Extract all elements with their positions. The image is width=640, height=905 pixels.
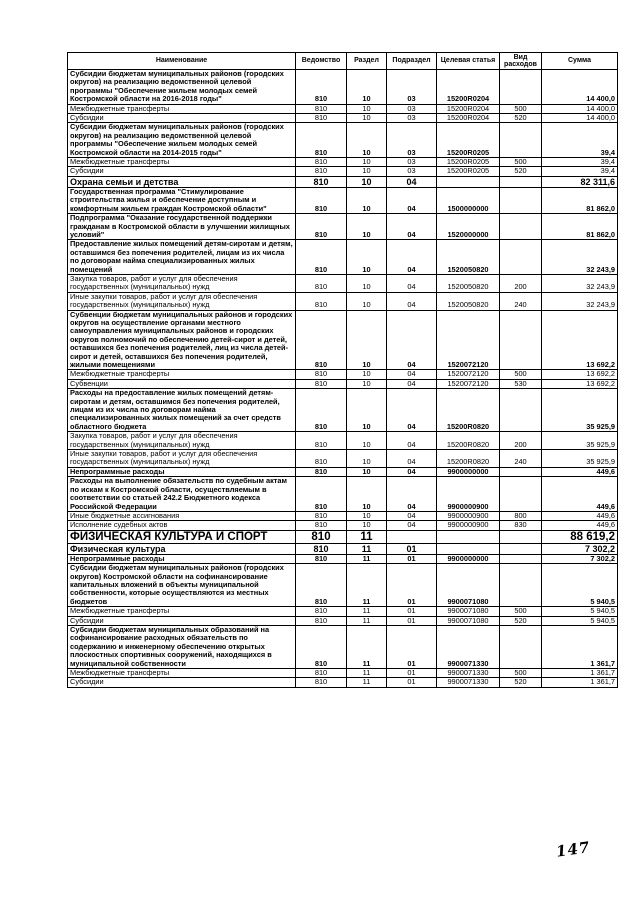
- cell-subsection: 03: [387, 104, 437, 113]
- cell-name: Субсидии: [68, 678, 296, 687]
- cell-expense-type: 530: [500, 379, 542, 388]
- cell-target-article: 1520050820: [437, 240, 500, 275]
- cell-subsection: 03: [387, 167, 437, 176]
- cell-amount: 32 243,9: [542, 240, 618, 275]
- table-row: [68, 669, 618, 678]
- cell-department: 810: [296, 167, 347, 176]
- cell-section: 11: [347, 669, 387, 678]
- cell-name: Субсидии бюджетам муниципальных образований на софинансирование расходных обязательств по содержанию и инженерному обеспечению открытых плоскостных спортивных сооружений, находящихся в муниципальной собственности: [68, 625, 296, 668]
- header-target-article: Целевая статья: [437, 53, 500, 70]
- cell-department: 810: [296, 477, 347, 512]
- table-row: [68, 240, 618, 275]
- cell-amount: 5 940,5: [542, 564, 618, 607]
- cell-department: 810: [296, 274, 347, 292]
- cell-target-article: 15200R0820: [437, 389, 500, 432]
- cell-target-article: 15200R0205: [437, 123, 500, 158]
- cell-department: 810: [296, 616, 347, 625]
- cell-subsection: 01: [387, 669, 437, 678]
- cell-name: Подпрограмма "Оказание государственной поддержки гражданам в Костромской области в улучшении жилищных условий": [68, 214, 296, 240]
- cell-subsection: 04: [387, 379, 437, 388]
- cell-section: 10: [347, 240, 387, 275]
- cell-section: 10: [347, 370, 387, 379]
- cell-amount: 5 940,5: [542, 616, 618, 625]
- cell-expense-type: 500: [500, 607, 542, 616]
- cell-amount: 81 862,0: [542, 214, 618, 240]
- cell-department: 810: [296, 564, 347, 607]
- cell-target-article: 1520050820: [437, 292, 500, 310]
- table-row: [68, 521, 618, 530]
- cell-expense-type: 520: [500, 616, 542, 625]
- cell-department: 810: [296, 114, 347, 123]
- cell-name: Субсидии бюджетам муниципальных районов (городских округов) на реализацию ведомственной целевой программы "Обеспечение жильем молодых семей Костромской области на 2014-2015 годы": [68, 123, 296, 158]
- table-row: [68, 450, 618, 468]
- table-row: [68, 607, 618, 616]
- cell-amount: 88 619,2: [542, 530, 618, 543]
- cell-amount: 7 302,2: [542, 543, 618, 554]
- cell-amount: 32 243,9: [542, 274, 618, 292]
- budget-table: [67, 52, 618, 688]
- cell-subsection: 04: [387, 274, 437, 292]
- cell-section: 10: [347, 310, 387, 370]
- cell-expense-type: [500, 187, 542, 213]
- cell-section: 10: [347, 214, 387, 240]
- table-row: [68, 187, 618, 213]
- cell-section: 10: [347, 511, 387, 520]
- cell-subsection: 03: [387, 123, 437, 158]
- cell-department: 810: [296, 214, 347, 240]
- cell-expense-type: 520: [500, 167, 542, 176]
- cell-name: Субсидии: [68, 616, 296, 625]
- cell-subsection: 03: [387, 114, 437, 123]
- cell-amount: 13 692,2: [542, 379, 618, 388]
- cell-amount: 32 243,9: [542, 292, 618, 310]
- cell-expense-type: [500, 389, 542, 432]
- cell-name: Субсидии бюджетам муниципальных районов (городских округов) на реализацию ведомственной целевой программы "Обеспечение жильем молодых семей Костромской области на 2016-2018 годы": [68, 70, 296, 105]
- cell-name: Закупка товаров, работ и услуг для обеспечения государственных (муниципальных) нужд: [68, 274, 296, 292]
- cell-expense-type: [500, 554, 542, 563]
- table-row: [68, 176, 618, 187]
- cell-subsection: 01: [387, 616, 437, 625]
- cell-expense-type: 520: [500, 114, 542, 123]
- cell-amount: 35 925,9: [542, 432, 618, 450]
- cell-department: 810: [296, 450, 347, 468]
- cell-amount: 39,4: [542, 167, 618, 176]
- cell-name: ФИЗИЧЕСКАЯ КУЛЬТУРА И СПОРТ: [68, 530, 296, 543]
- table-row: [68, 167, 618, 176]
- cell-section: 11: [347, 607, 387, 616]
- cell-section: 10: [347, 167, 387, 176]
- cell-department: 810: [296, 176, 347, 187]
- cell-name: Межбюджетные трансферты: [68, 104, 296, 113]
- cell-name: Межбюджетные трансферты: [68, 669, 296, 678]
- table-body: [68, 70, 618, 688]
- cell-subsection: 04: [387, 292, 437, 310]
- cell-name: Государственная программа "Стимулирование строительства жилья и обеспечение доступным и комфортным жильем граждан Костромской области": [68, 187, 296, 213]
- cell-department: 810: [296, 370, 347, 379]
- cell-section: 10: [347, 176, 387, 187]
- cell-section: 11: [347, 678, 387, 687]
- table-row: [68, 158, 618, 167]
- table-row: [68, 370, 618, 379]
- cell-name: Субсидии бюджетам муниципальных районов (городских округов) Костромской области на софинансирование капитальных вложений в объекты муниципальной собственности, которые осуществляются из местных бюджетов: [68, 564, 296, 607]
- cell-target-article: 9900000900: [437, 511, 500, 520]
- cell-amount: 1 361,7: [542, 625, 618, 668]
- cell-expense-type: 520: [500, 678, 542, 687]
- cell-expense-type: [500, 625, 542, 668]
- cell-department: 810: [296, 432, 347, 450]
- cell-amount: 35 925,9: [542, 450, 618, 468]
- table-row: [68, 123, 618, 158]
- cell-amount: 14 400,0: [542, 70, 618, 105]
- cell-subsection: 03: [387, 70, 437, 105]
- cell-section: 10: [347, 158, 387, 167]
- cell-amount: 1 361,7: [542, 669, 618, 678]
- cell-department: 810: [296, 240, 347, 275]
- cell-subsection: 01: [387, 625, 437, 668]
- cell-amount: 35 925,9: [542, 389, 618, 432]
- header-amount: Сумма: [542, 53, 618, 70]
- cell-expense-type: 240: [500, 450, 542, 468]
- handwritten-page-number: 147: [554, 838, 592, 861]
- cell-subsection: 04: [387, 521, 437, 530]
- cell-name: Предоставление жилых помещений детям-сиротам и детям, оставшимся без попечения родителей, лицам из их числа по договорам найма специализированных жилых помещений: [68, 240, 296, 275]
- cell-department: 810: [296, 511, 347, 520]
- cell-target-article: 1500000000: [437, 187, 500, 213]
- cell-subsection: 01: [387, 543, 437, 554]
- cell-expense-type: [500, 310, 542, 370]
- cell-expense-type: [500, 477, 542, 512]
- header-expense-type: Вид расходов: [500, 53, 542, 70]
- cell-target-article: 1520072120: [437, 379, 500, 388]
- table-row: [68, 432, 618, 450]
- cell-subsection: [387, 530, 437, 543]
- cell-target-article: 9900000000: [437, 554, 500, 563]
- cell-section: 10: [347, 292, 387, 310]
- cell-amount: 14 400,0: [542, 114, 618, 123]
- cell-subsection: 01: [387, 607, 437, 616]
- cell-department: 810: [296, 625, 347, 668]
- cell-section: 10: [347, 274, 387, 292]
- cell-expense-type: [500, 70, 542, 105]
- cell-expense-type: 200: [500, 274, 542, 292]
- cell-subsection: 01: [387, 564, 437, 607]
- cell-subsection: 04: [387, 214, 437, 240]
- cell-amount: 449,6: [542, 511, 618, 520]
- cell-section: 10: [347, 432, 387, 450]
- cell-amount: 14 400,0: [542, 104, 618, 113]
- table-row: [68, 477, 618, 512]
- cell-section: 11: [347, 616, 387, 625]
- cell-department: 810: [296, 678, 347, 687]
- cell-target-article: 15200R0205: [437, 167, 500, 176]
- cell-department: 810: [296, 158, 347, 167]
- cell-section: 10: [347, 389, 387, 432]
- cell-amount: 5 940,5: [542, 607, 618, 616]
- cell-section: 10: [347, 114, 387, 123]
- cell-name: Непрограммные расходы: [68, 554, 296, 563]
- cell-subsection: 04: [387, 450, 437, 468]
- cell-name: Непрограммные расходы: [68, 467, 296, 476]
- cell-expense-type: [500, 176, 542, 187]
- cell-expense-type: 500: [500, 158, 542, 167]
- table-row: [68, 214, 618, 240]
- cell-name: Закупка товаров, работ и услуг для обеспечения государственных (муниципальных) нужд: [68, 432, 296, 450]
- cell-target-article: 9900000900: [437, 521, 500, 530]
- cell-expense-type: 830: [500, 521, 542, 530]
- table-row: [68, 310, 618, 370]
- cell-subsection: 04: [387, 310, 437, 370]
- table-row: [68, 530, 618, 543]
- cell-subsection: 04: [387, 467, 437, 476]
- cell-target-article: 15200R0204: [437, 114, 500, 123]
- cell-target-article: 9900071330: [437, 678, 500, 687]
- cell-department: 810: [296, 607, 347, 616]
- cell-section: 10: [347, 70, 387, 105]
- cell-section: 11: [347, 530, 387, 543]
- cell-name: Субвенции бюджетам муниципальных районов и городских округов на осуществление органами местного самоуправления муниципальных районов и городских округов полномочий по обеспечению детей-сирот и детей, оставшихся без попечения родителей, лиц из числа детей-сирот и детей, оставшихся без попечения родителей, жилыми помещениями: [68, 310, 296, 370]
- cell-section: 10: [347, 123, 387, 158]
- cell-expense-type: [500, 240, 542, 275]
- cell-department: 810: [296, 310, 347, 370]
- cell-expense-type: 500: [500, 669, 542, 678]
- table-row: [68, 543, 618, 554]
- cell-expense-type: [500, 543, 542, 554]
- cell-subsection: 04: [387, 511, 437, 520]
- cell-amount: 82 311,6: [542, 176, 618, 187]
- cell-subsection: 03: [387, 158, 437, 167]
- cell-target-article: 15200R0820: [437, 450, 500, 468]
- table-row: [68, 678, 618, 687]
- cell-subsection: 04: [387, 187, 437, 213]
- cell-name: Межбюджетные трансферты: [68, 607, 296, 616]
- cell-expense-type: 800: [500, 511, 542, 520]
- table-row: [68, 564, 618, 607]
- cell-name: Охрана семьи и детства: [68, 176, 296, 187]
- cell-target-article: 15200R0205: [437, 158, 500, 167]
- cell-subsection: 01: [387, 678, 437, 687]
- cell-subsection: 04: [387, 240, 437, 275]
- cell-name: Субсидии: [68, 114, 296, 123]
- cell-section: 10: [347, 477, 387, 512]
- cell-amount: 7 302,2: [542, 554, 618, 563]
- cell-target-article: 15200R0204: [437, 70, 500, 105]
- cell-amount: 39,4: [542, 123, 618, 158]
- cell-expense-type: [500, 467, 542, 476]
- cell-target-article: [437, 176, 500, 187]
- cell-section: 11: [347, 564, 387, 607]
- cell-name: Субвенции: [68, 379, 296, 388]
- table-row: [68, 70, 618, 105]
- cell-amount: 13 692,2: [542, 370, 618, 379]
- cell-department: 810: [296, 104, 347, 113]
- cell-department: 810: [296, 123, 347, 158]
- cell-subsection: 04: [387, 432, 437, 450]
- cell-subsection: 04: [387, 370, 437, 379]
- cell-expense-type: [500, 123, 542, 158]
- cell-name: Расходы на предоставление жилых помещений детям-сиротам и детям, оставшимся без попечения родителей, лицам из их числа по договорам найма специализированных жилых помещений за счет средств областного бюджета: [68, 389, 296, 432]
- cell-section: 10: [347, 187, 387, 213]
- cell-target-article: 15200R0820: [437, 432, 500, 450]
- header-section: Раздел: [347, 53, 387, 70]
- table-row: [68, 625, 618, 668]
- header-name: Наименование: [68, 53, 296, 70]
- cell-amount: 449,6: [542, 477, 618, 512]
- cell-department: 810: [296, 292, 347, 310]
- header-department: Ведомство: [296, 53, 347, 70]
- cell-department: 810: [296, 669, 347, 678]
- cell-section: 10: [347, 521, 387, 530]
- cell-amount: 39,4: [542, 158, 618, 167]
- cell-expense-type: 500: [500, 104, 542, 113]
- table-header-row: [68, 53, 618, 70]
- cell-name: Межбюджетные трансферты: [68, 370, 296, 379]
- cell-expense-type: [500, 564, 542, 607]
- cell-amount: 13 692,2: [542, 310, 618, 370]
- cell-expense-type: [500, 530, 542, 543]
- cell-department: 810: [296, 521, 347, 530]
- cell-amount: 449,6: [542, 467, 618, 476]
- cell-name: Физическая культура: [68, 543, 296, 554]
- cell-expense-type: 500: [500, 370, 542, 379]
- cell-department: 810: [296, 379, 347, 388]
- cell-amount: 449,6: [542, 521, 618, 530]
- cell-subsection: 01: [387, 554, 437, 563]
- cell-section: 11: [347, 554, 387, 563]
- cell-section: 11: [347, 543, 387, 554]
- header-subsection: Подраздел: [387, 53, 437, 70]
- cell-department: 810: [296, 554, 347, 563]
- cell-target-article: 15200R0204: [437, 104, 500, 113]
- cell-section: 10: [347, 467, 387, 476]
- cell-department: 810: [296, 187, 347, 213]
- cell-subsection: 04: [387, 176, 437, 187]
- cell-expense-type: [500, 214, 542, 240]
- cell-target-article: 9900000900: [437, 477, 500, 512]
- cell-target-article: 1520000000: [437, 214, 500, 240]
- cell-name: Межбюджетные трансферты: [68, 158, 296, 167]
- cell-target-article: [437, 530, 500, 543]
- cell-target-article: [437, 543, 500, 554]
- cell-section: 10: [347, 379, 387, 388]
- table-row: [68, 274, 618, 292]
- cell-target-article: 1520072120: [437, 310, 500, 370]
- cell-department: 810: [296, 467, 347, 476]
- cell-name: Иные закупки товаров, работ и услуг для обеспечения государственных (муниципальных) нужд: [68, 292, 296, 310]
- cell-name: Расходы на выполнение обязательств по судебным актам по искам к Костромской области, осуществляемым в соответствии со статьей 242.2 Бюджетного кодекса Российской Федерации: [68, 477, 296, 512]
- cell-target-article: 9900071080: [437, 616, 500, 625]
- cell-expense-type: 240: [500, 292, 542, 310]
- cell-amount: 1 361,7: [542, 678, 618, 687]
- cell-target-article: 9900071080: [437, 607, 500, 616]
- table-row: [68, 389, 618, 432]
- cell-target-article: 9900071330: [437, 669, 500, 678]
- table-row: [68, 104, 618, 113]
- cell-department: 810: [296, 530, 347, 543]
- cell-department: 810: [296, 389, 347, 432]
- cell-subsection: 04: [387, 389, 437, 432]
- cell-name: Иные закупки товаров, работ и услуг для обеспечения государственных (муниципальных) нужд: [68, 450, 296, 468]
- cell-name: Исполнение судебных актов: [68, 521, 296, 530]
- cell-department: 810: [296, 70, 347, 105]
- cell-target-article: 1520072120: [437, 370, 500, 379]
- cell-subsection: 04: [387, 477, 437, 512]
- cell-section: 10: [347, 450, 387, 468]
- cell-section: 11: [347, 625, 387, 668]
- cell-section: 10: [347, 104, 387, 113]
- cell-target-article: 1520050820: [437, 274, 500, 292]
- cell-department: 810: [296, 543, 347, 554]
- cell-name: Иные бюджетные ассигнования: [68, 511, 296, 520]
- table-row: [68, 292, 618, 310]
- cell-name: Субсидии: [68, 167, 296, 176]
- cell-expense-type: 200: [500, 432, 542, 450]
- cell-target-article: 9900071080: [437, 564, 500, 607]
- cell-target-article: 9900000000: [437, 467, 500, 476]
- cell-amount: 81 862,0: [542, 187, 618, 213]
- cell-target-article: 9900071330: [437, 625, 500, 668]
